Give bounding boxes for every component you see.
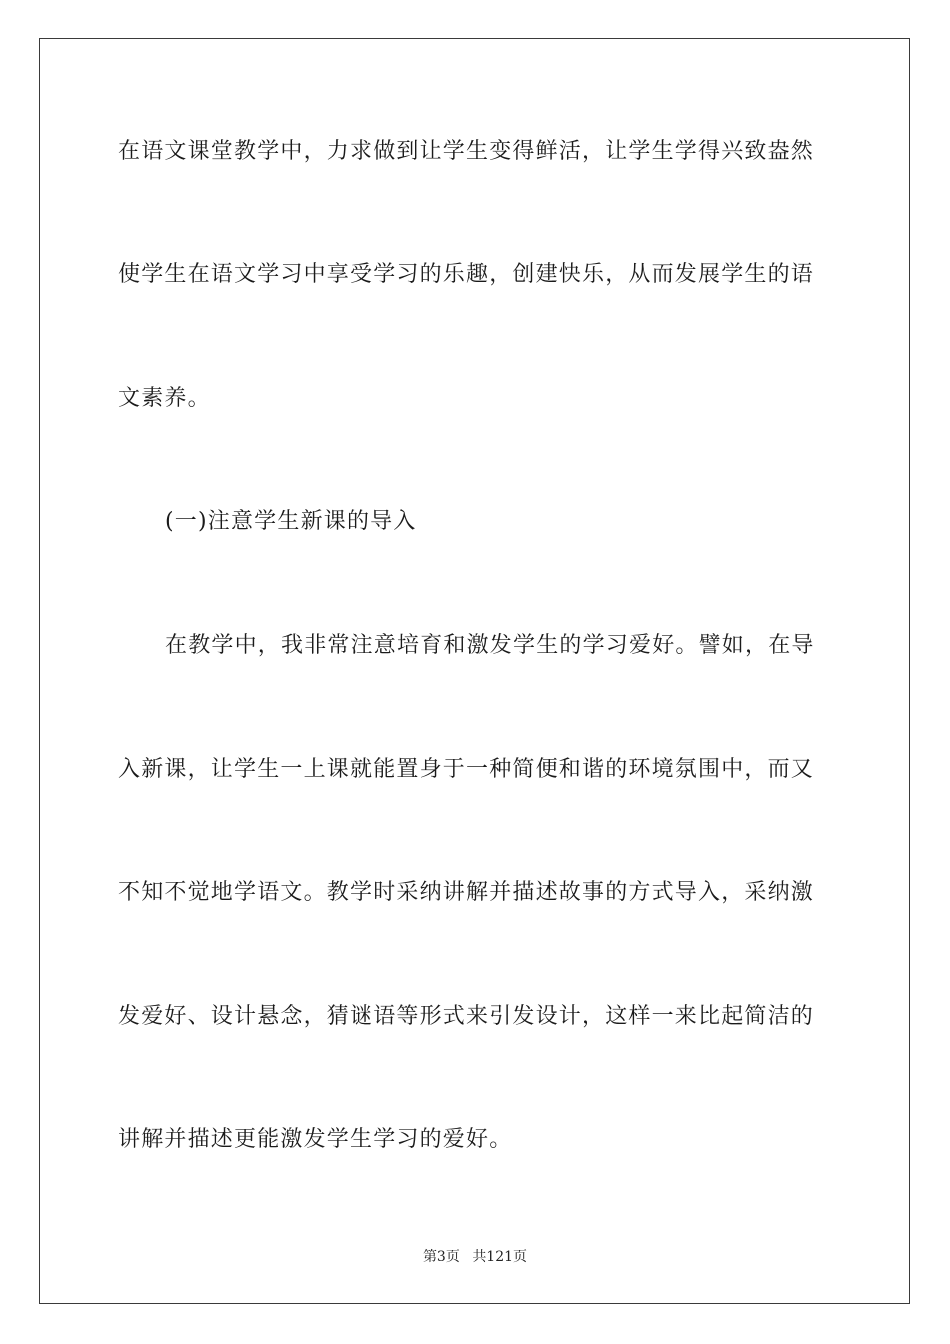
page-border bbox=[39, 38, 910, 1304]
page-total: 共121页 bbox=[472, 1249, 528, 1265]
body-text-line-1: 在语文课堂教学中，力求做到让学生变得鲜活，让学生学得兴致盎然 bbox=[118, 139, 815, 164]
section-heading: (一)注意学生新课的导入 bbox=[165, 509, 417, 534]
body-text-line-2: 使学生在语文学习中享受学习的乐趣，创建快乐，从而发展学生的语 bbox=[118, 262, 815, 287]
page-footer bbox=[0, 1248, 950, 1266]
page-number: 第3页 bbox=[422, 1249, 460, 1265]
body-text-line-6: 不知不觉地学语文。教学时采纳讲解并描述故事的方式导入，采纳激 bbox=[118, 880, 815, 905]
body-text-line-3: 文素养。 bbox=[118, 386, 211, 411]
body-text-line-5: 入新课，让学生一上课就能置身于一种简便和谐的环境氛围中，而又 bbox=[118, 757, 815, 782]
body-text-line-8: 讲解并描述更能激发学生学习的爱好。 bbox=[118, 1127, 513, 1152]
body-text-line-4: 在教学中，我非常注意培育和激发学生的学习爱好。譬如，在导 bbox=[165, 633, 815, 658]
body-text-line-7: 发爱好、设计悬念，猜谜语等形式来引发设计，这样一来比起简洁的 bbox=[118, 1004, 815, 1029]
